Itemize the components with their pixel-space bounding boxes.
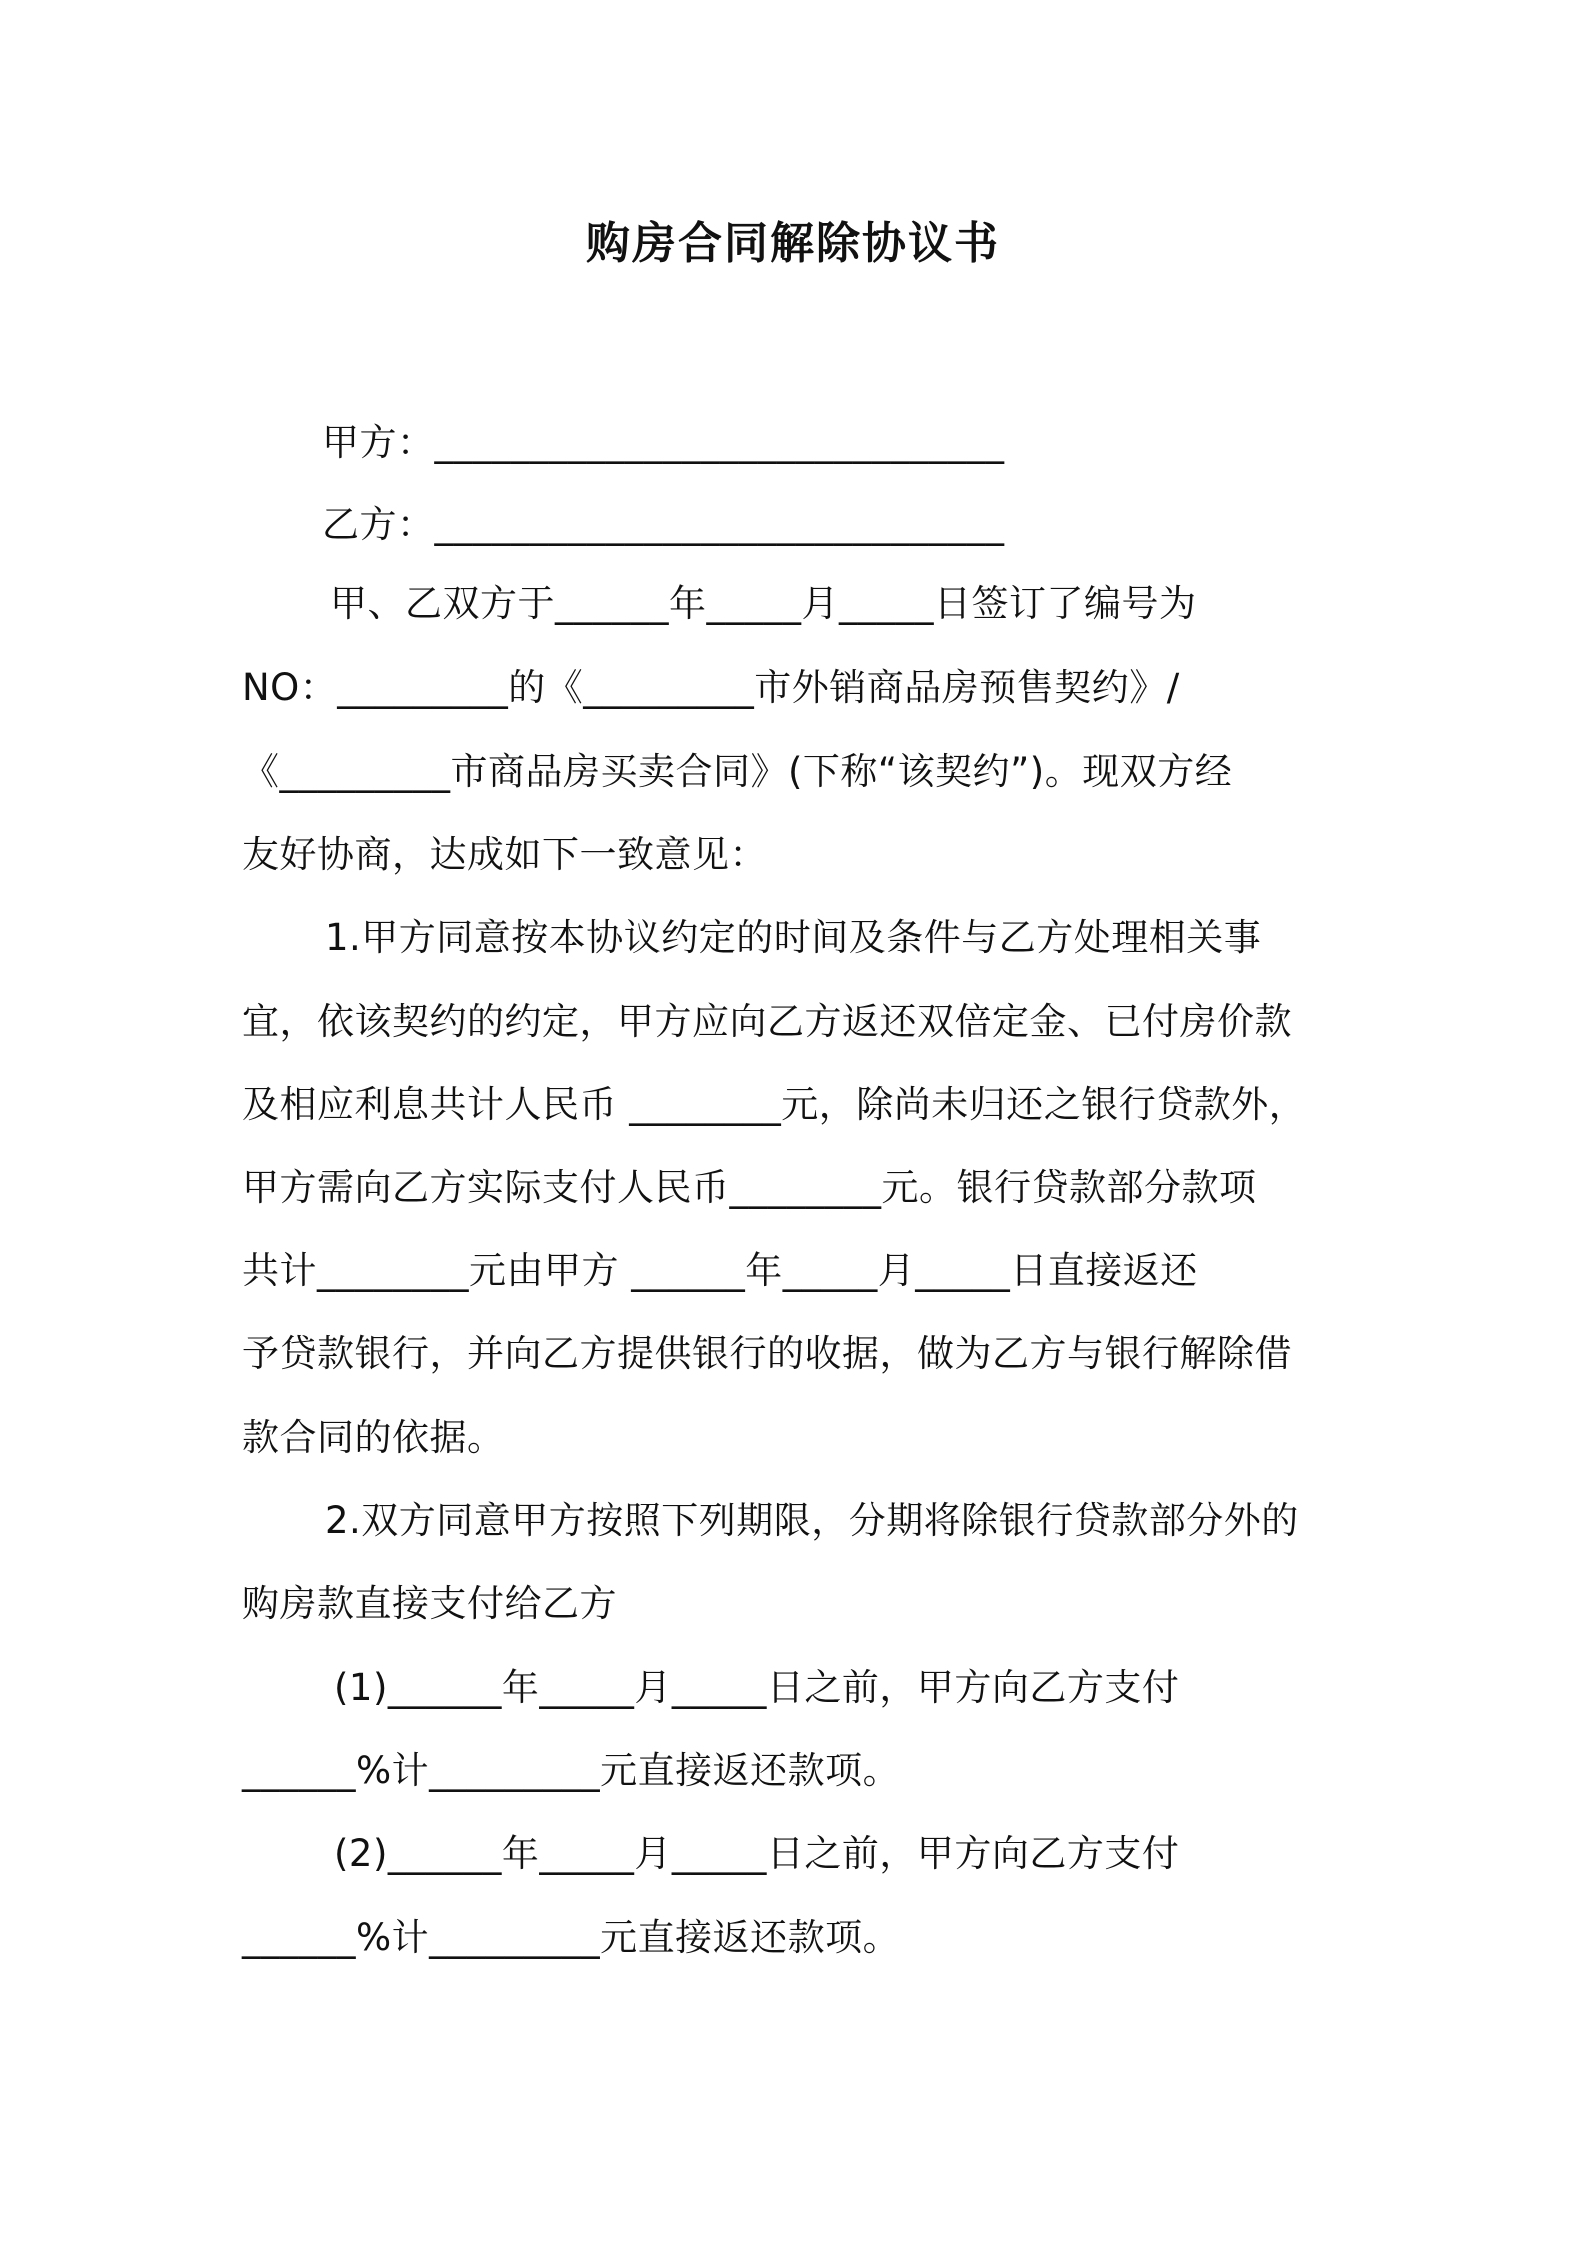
document-title: 购房合同解除协议书 (586, 218, 1000, 269)
installment2-line (0, 1912, 1586, 2068)
clause1-text: 予贷款银行，并向乙方提供银行的收据，做为乙方与银行解除借 (242, 1332, 1292, 1375)
intro-text: 《_________市商品房买卖合同》(下称“该契约”)。现双方经 (242, 750, 1233, 793)
installment2-text: ______%计_________元直接返还款项。 (242, 1916, 901, 1959)
clause1-text: 共计________元由甲方 ______年_____月_____日直接返还 (242, 1249, 1198, 1292)
intro-text: NO：_________的《_________市外销商品房预售契约》/ (242, 666, 1180, 709)
installment1-text: ______%计_________元直接返还款项。 (242, 1749, 901, 1792)
clause1-text: 款合同的依据。 (242, 1416, 505, 1459)
clause1-text: 甲方需向乙方实际支付人民币________元。银行贷款部分款项 (242, 1166, 1257, 1209)
clause1-text: 宜，依该契约的约定，甲方应向乙方返还双倍定金、已付房价款 (242, 1000, 1292, 1043)
clause1-text: 及相应利息共计人民币 ________元，除尚未归还之银行贷款外， (242, 1083, 1307, 1126)
clause2-text: 购房款直接支付给乙方 (242, 1582, 617, 1625)
installment1-text: (1)______年_____月_____日之前，甲方向乙方支付 (334, 1666, 1180, 1709)
intro-text: 友好协商，达成如下一致意见： (242, 833, 767, 876)
clause2-text: 2.双方同意甲方按照下列期限，分期将除银行贷款部分外的 (325, 1499, 1299, 1542)
party-a-text: 甲方：______________________________ (322, 421, 1005, 464)
party-b-text: 乙方：______________________________ (322, 503, 1005, 546)
intro-text: 甲、乙双方于______年_____月_____日签订了编号为 (330, 582, 1197, 625)
clause1-text: 1.甲方同意按本协议约定的时间及条件与乙方处理相关事 (325, 916, 1262, 959)
installment2-text: (2)______年_____月_____日之前，甲方向乙方支付 (334, 1832, 1180, 1875)
